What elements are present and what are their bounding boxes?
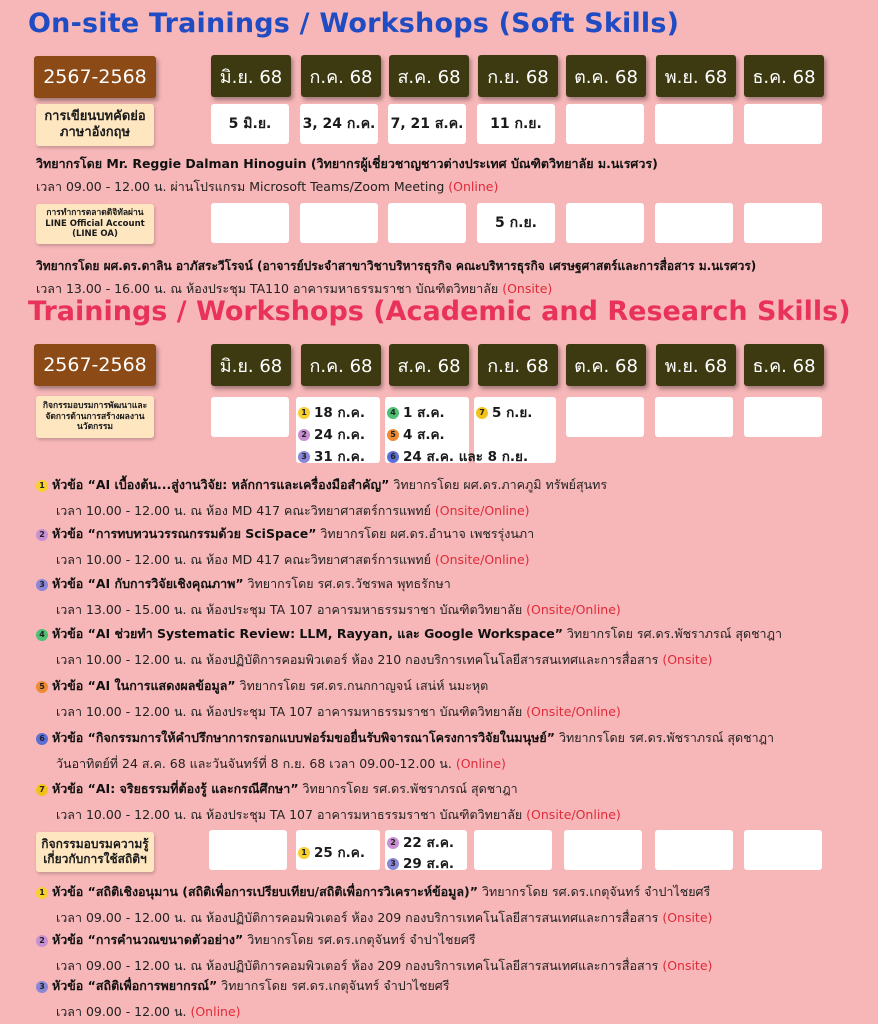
topic-entry <box>36 930 712 976</box>
date-cell <box>388 203 466 243</box>
date-cell <box>655 203 733 243</box>
topic-time-line <box>36 501 607 521</box>
month-jun: มิ.ย. 68 <box>211 344 291 386</box>
date-cell <box>564 830 642 870</box>
topic-mode: (Online) <box>455 756 506 771</box>
month-jul: ก.ค. 68 <box>301 55 381 97</box>
topic-title-line <box>36 524 534 544</box>
month-nov: พ.ย. 68 <box>656 344 736 386</box>
number-badge: 5 <box>387 429 399 441</box>
topic-time: วันอาทิตย์ที่ 24 ส.ค. 68 และวันจันทร์ที่ 8 ก.ย. 68 เวลา 09.00-12.00 น. <box>56 756 452 771</box>
date-item: 6 24 ส.ค. และ 8 ก.ย. <box>387 445 528 467</box>
topic-title: หัวข้อ “AI ในการแสดงผลข้อมูล” <box>52 678 236 693</box>
number-badge: 2 <box>36 529 48 541</box>
topic-title: หัวข้อ “สถิติเชิงอนุมาน (สถิติเพื่อการเปรียบเทียบ/สถิติเพื่อการวิเคราะห์ข้อมูล)” <box>52 884 478 899</box>
topic-time-line <box>36 600 621 620</box>
topic-title: หัวข้อ “กิจกรรมการให้คำปรึกษาการกรอกแบบฟอร์มขอยื่นรับพิจารณาโครงการวิจัยในมนุษย์” <box>52 730 555 745</box>
topic-innovation: กิจกรรมอบรมการพัฒนาและจัดการด้านการสร้างผลงานนวัตกรรม <box>36 396 154 438</box>
topic-title-line <box>36 475 607 495</box>
date-item: 4 1 ส.ค. <box>387 401 445 423</box>
date-cell <box>566 397 644 437</box>
date-cell <box>211 203 289 243</box>
topic-speaker: วิทยากรโดย รศ.ดร.พัชราภรณ์ สุดชาฎา <box>554 730 775 745</box>
month-sep: ก.ย. 68 <box>478 344 558 386</box>
date-cell <box>300 203 378 243</box>
month-dec: ธ.ค. 68 <box>744 344 824 386</box>
date-cell <box>474 830 552 870</box>
topic-title-line <box>36 574 621 594</box>
number-badge: 2 <box>387 837 399 849</box>
topic-speaker: วิทยากรโดย รศ.ดร.เกตุจันทร์ จำปาไชยศรี <box>477 884 711 899</box>
topic-speaker: วิทยากรโดย รศ.ดร.กนกกาญจน์ เสน่ห์ นมะหุต <box>235 678 489 693</box>
year-label: 2567-2568 <box>34 56 156 98</box>
topic-entry <box>36 475 607 521</box>
topic-mode: (Onsite) <box>662 652 713 667</box>
topic-time-line <box>36 1002 449 1022</box>
date-item: 2 24 ก.ค. <box>298 423 365 445</box>
date-cell <box>566 203 644 243</box>
topic-entry <box>36 728 774 774</box>
topic-time: เวลา 09.00 - 12.00 น. ณ ห้องปฏิบัติการคอมพิวเตอร์ ห้อง 209 กองบริการเทคโนโลยีสารสนเทศและการสื่อสาร <box>56 910 659 925</box>
date-item: 3 31 ก.ค. <box>298 445 365 467</box>
date-item: 1 18 ก.ค. <box>298 401 365 423</box>
number-badge: 1 <box>36 480 48 492</box>
topic-mode: (Onsite) <box>662 958 713 973</box>
topic-entry <box>36 524 534 570</box>
topic-mode: (Online) <box>190 1004 241 1019</box>
topic-entry <box>36 779 621 825</box>
topic-time: เวลา 10.00 - 12.00 น. ณ ห้องปฏิบัติการคอมพิวเตอร์ ห้อง 210 กองบริการเทคโนโลยีสารสนเทศและการสื่อสาร <box>56 652 659 667</box>
month-aug: ส.ค. 68 <box>389 55 469 97</box>
date-cell <box>655 830 733 870</box>
topic-time-line <box>36 754 774 774</box>
topic-line-oa: การทำการตลาดดิจิทัลผ่าน LINE Official Account (LINE OA) <box>36 204 154 244</box>
topic-entry <box>36 574 621 620</box>
speaker-text: วิทยากรโดย ผศ.ดร.ดาลิน อาภัสระวีโรจน์ (อาจารย์ประจำสาขาวิชาบริหารธุรกิจ คณะบริหารธุรกิจ เศรษฐศาสตร์และการสื่อสาร ม.นเรศวร) <box>36 259 757 273</box>
number-badge: 4 <box>36 629 48 641</box>
topic-speaker: วิทยากรโดย รศ.ดร.พัชราภรณ์ สุดชาฎา <box>298 781 518 796</box>
date-cell <box>744 397 822 437</box>
date-cell: 5 ก.ย. <box>477 203 555 243</box>
topic-title-line <box>36 728 774 748</box>
topic-time-line <box>36 805 621 825</box>
topic-speaker: วิทยากรโดย ผศ.ดร.ภาคภูมิ ทรัพย์สุนทร <box>389 477 608 492</box>
number-badge: 1 <box>298 407 310 419</box>
topic-time: เวลา 09.00 - 12.00 น. <box>56 1004 187 1019</box>
topic-title: หัวข้อ “การคำนวณขนาดตัวอย่าง” <box>52 932 244 947</box>
date-cell <box>744 830 822 870</box>
month-jul: ก.ค. 68 <box>301 344 381 386</box>
topic-title-line <box>36 676 621 696</box>
topic-title: หัวข้อ “การทบทวนวรรณกรรมด้วย SciSpace” <box>52 526 317 541</box>
month-nov: พ.ย. 68 <box>656 55 736 97</box>
topic-speaker: วิทยากรโดย รศ.ดร.เกตุจันทร์ จำปาไชยศรี <box>243 932 476 947</box>
topic-title: หัวข้อ “สถิติเพื่อการพยากรณ์” <box>52 978 218 993</box>
date-cell: 7, 21 ส.ค. <box>388 104 466 144</box>
topic-title: หัวข้อ “AI ช่วยทำ Systematic Review: LLM, Rayyan, และ Google Workspace” <box>52 626 563 641</box>
date-cell <box>744 203 822 243</box>
topic-speaker: วิทยากรโดย รศ.ดร.เกตุจันทร์ จำปาไชยศรี <box>217 978 450 993</box>
topic-title: หัวข้อ “AI เบื้องต้น...สู่งานวิจัย: หลักการและเครื่องมือสำคัญ” <box>52 477 390 492</box>
speaker-text: วิทยากรโดย Mr. Reggie Dalman Hinoguin (วิทยากรผู้เชี่ยวชาญชาวต่างประเทศ บัณฑิตวิทยาลัย ม.นเรศวร) <box>36 156 658 171</box>
month-oct: ต.ค. 68 <box>566 55 646 97</box>
date-cell-jul <box>296 830 380 870</box>
month-aug: ส.ค. 68 <box>389 344 469 386</box>
topic-title: หัวข้อ “AI กับการวิจัยเชิงคุณภาพ” <box>52 576 244 591</box>
topic-time-line <box>36 908 712 928</box>
date-cell <box>211 397 289 437</box>
topic-entry <box>36 882 712 928</box>
date-cell-aug <box>385 830 467 870</box>
topic-mode: (Onsite/Online) <box>434 503 530 518</box>
topic-title-line <box>36 976 449 996</box>
date-cell <box>566 104 644 144</box>
topic-title-line <box>36 624 782 644</box>
date-cell <box>209 830 287 870</box>
topic-speaker: วิทยากรโดย รศ.ดร.วัชรพล พุทธรักษา <box>243 576 451 591</box>
date-cell: 5 มิ.ย. <box>211 104 289 144</box>
topic-speaker: วิทยากรโดย ผศ.ดร.อำนาจ เพชรรุ่งนภา <box>316 526 535 541</box>
time-text: เวลา 13.00 - 16.00 น. ณ ห้องประชุม TA110 อาคารมหาธรรมราชา บัณฑิตวิทยาลัย (Onsite) <box>36 281 553 296</box>
month-jun: มิ.ย. 68 <box>211 55 291 97</box>
topic-time-line <box>36 650 782 670</box>
number-badge: 5 <box>36 681 48 693</box>
time-text: เวลา 09.00 - 12.00 น. ผ่านโปรแกรม Microsoft Teams/Zoom Meeting (Online) <box>36 179 499 194</box>
number-badge: 1 <box>36 887 48 899</box>
topic-mode: (Onsite/Online) <box>434 552 530 567</box>
month-sep: ก.ย. 68 <box>478 55 558 97</box>
month-dec: ธ.ค. 68 <box>744 55 824 97</box>
date-item: 3 29 ส.ค. <box>387 852 454 874</box>
date-cell: 3, 24 ก.ค. <box>300 104 378 144</box>
topic-time: เวลา 10.00 - 12.00 น. ณ ห้องประชุม TA 107 อาคารมหาธรรมราชา บัณฑิตวิทยาลัย <box>56 704 523 719</box>
topic-time: เวลา 10.00 - 12.00 น. ณ ห้องประชุม TA 107 อาคารมหาธรรมราชา บัณฑิตวิทยาลัย <box>56 807 523 822</box>
academic-skills-title: Trainings / Workshops (Academic and Research Skills) <box>28 296 851 327</box>
date-cell <box>655 104 733 144</box>
number-badge: 6 <box>387 451 399 463</box>
date-item: 7 5 ก.ย. <box>476 401 532 423</box>
date-cell-jul <box>296 397 380 463</box>
topic-entry <box>36 976 449 1022</box>
topic-statistics: กิจกรรมอบรมความรู้เกี่ยวกับการใช้สถิติฯ <box>36 832 154 872</box>
date-cell <box>744 104 822 144</box>
topic-mode: (Onsite) <box>662 910 713 925</box>
topic-time: เวลา 10.00 - 12.00 น. ณ ห้อง MD 417 คณะวิทยาศาสตร์การแพทย์ <box>56 503 431 518</box>
topic-mode: (Onsite/Online) <box>526 602 621 617</box>
topic-entry <box>36 624 782 670</box>
number-badge: 3 <box>36 579 48 591</box>
topic-time-line <box>36 956 712 976</box>
number-badge: 3 <box>387 858 399 870</box>
topic-mode: (Onsite/Online) <box>526 704 621 719</box>
topic-speaker: วิทยากรโดย รศ.ดร.พัชราภรณ์ สุดชาฎา <box>562 626 782 641</box>
number-badge: 6 <box>36 733 48 745</box>
topic-time-line <box>36 550 534 570</box>
topic-time: เวลา 13.00 - 15.00 น. ณ ห้องประชุม TA 107 อาคารมหาธรรมราชา บัณฑิตวิทยาลัย <box>56 602 523 617</box>
topic-time: เวลา 10.00 - 12.00 น. ณ ห้อง MD 417 คณะวิทยาศาสตร์การแพทย์ <box>56 552 431 567</box>
number-badge: 7 <box>476 407 488 419</box>
topic-time: เวลา 09.00 - 12.00 น. ณ ห้องปฏิบัติการคอมพิวเตอร์ ห้อง 209 กองบริการเทคโนโลยีสารสนเทศและการสื่อสาร <box>56 958 659 973</box>
topic-entry <box>36 676 621 722</box>
date-cell: 11 ก.ย. <box>477 104 555 144</box>
topic-title: หัวข้อ “AI: จริยธรรมที่ต้องรู้ และกรณีศึกษา” <box>52 781 299 796</box>
month-oct: ต.ค. 68 <box>566 344 646 386</box>
number-badge: 2 <box>36 935 48 947</box>
number-badge: 2 <box>298 429 310 441</box>
year-label: 2567-2568 <box>34 344 156 386</box>
topic-title-line <box>36 882 712 902</box>
number-badge: 7 <box>36 784 48 796</box>
date-item: 2 22 ส.ค. <box>387 831 454 853</box>
number-badge: 3 <box>36 981 48 993</box>
date-item: 5 4 ส.ค. <box>387 423 445 445</box>
date-cell <box>655 397 733 437</box>
number-badge: 3 <box>298 451 310 463</box>
topic-mode: (Onsite/Online) <box>526 807 621 822</box>
date-item: 1 25 ก.ค. <box>298 841 365 863</box>
topic-title-line <box>36 930 712 950</box>
soft-skills-title: On-site Trainings / Workshops (Soft Skills) <box>28 8 680 39</box>
number-badge: 4 <box>387 407 399 419</box>
topic-time-line <box>36 702 621 722</box>
number-badge: 1 <box>298 847 310 859</box>
topic-title-line <box>36 779 621 799</box>
topic-abstract-writing: การเขียนบทคัดย่อภาษาอังกฤษ <box>36 104 154 146</box>
